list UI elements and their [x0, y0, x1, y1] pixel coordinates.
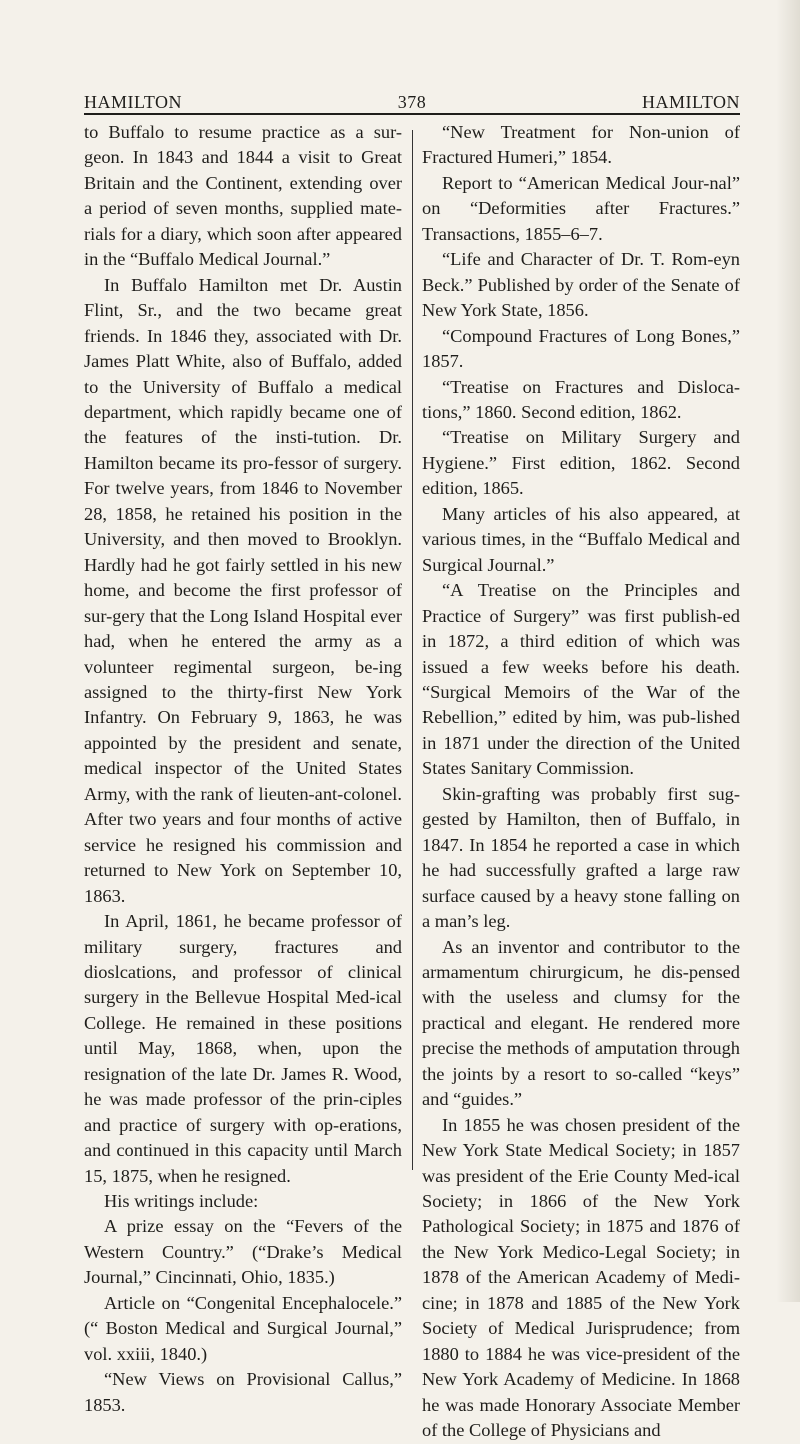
paragraph: Many articles of his also appeared, at various times, in the “Buffalo Medical and Surgical Journal.” [422, 503, 740, 575]
left-column [84, 120, 402, 1418]
paragraph: “Compound Fractures of Long Bones,” 1857. [422, 325, 740, 372]
right-column [422, 120, 740, 1444]
paragraph: In April, 1861, he became professor of military surgery, fractures and dioslcations, and professor of clinical surgery in the Bellevue Hospital Med-ical College. He remained in these positions until May, 1868, when, upon the resignation of the late Dr. James R. Wood, he was made professor of the prin-ciples and practice of surgery with op-erations, and continued in this capacity until March 15, 1875, when he resigned. [84, 911, 402, 1186]
paragraph: His writings include: [104, 1191, 259, 1212]
header-left-name: HAMILTON [84, 92, 183, 112]
paragraph: “Treatise on Military Surgery and Hygiene.” First edition, 1862. Second edition, 1865. [422, 427, 740, 499]
column-divider [412, 130, 413, 1170]
paragraph: “Life and Character of Dr. T. Rom-eyn Beck.” Published by order of the Senate of New York State, 1856. [422, 249, 740, 321]
header-right-name: HAMILTON [641, 92, 740, 112]
paragraph: “A Treatise on the Principles and Practice of Surgery” was first publish-ed in 1872, a third edition of which was issued a few weeks before his death. “Surgical Memoirs of the War of the Rebellion,” edited by him, was pub-lished in 1871 under the direction of the United States Sanitary Commission. [422, 580, 740, 779]
paragraph: A prize essay on the “Fevers of the Western Country.” (“Drake’s Medical Journal,” Cincinnati, Ohio, 1835.) [84, 1216, 402, 1288]
paragraph: As an inventor and contributor to the armamentum chirurgicum, he dis-pensed with the useless and clumsy for the practical and elegant. He rendered more precise the methods of amputation through the joints by a resort to so-called “keys” and “guides.” [422, 936, 740, 1110]
two-column-body [84, 120, 740, 1441]
paragraph: “New Views on Provisional Callus,” 1853. [84, 1369, 402, 1415]
header-rule [84, 113, 740, 115]
paragraph: In 1855 he was chosen president of the New York State Medical Society; in 1857 was president of the Erie County Med-ical Society; in 1866 of the New York Pathological Society; in 1875 and 1876 of the New York Medico-Legal Society; in 1878 of the American Academy of Medi-cine; in 1878 and 1885 of the New York Society of Medical Jurisprudence; from 1880 to 1884 he was vice-president of the New York Academy of Medicine. In 1868 he was made Honorary Associate Member of the College of Physicians and [422, 1114, 740, 1441]
page-number: 378 [397, 92, 427, 112]
paragraph: “Treatise on Fractures and Disloca-tions,” 1860. Second edition, 1862. [422, 376, 740, 422]
paragraph: “New Treatment for Non-union of Fractured Humeri,” 1854. [422, 122, 740, 168]
running-header [84, 92, 740, 120]
paragraph: Report to “American Medical Jour-nal” on “Deformities after Fractures.” Transactions, 1855–6–7. [422, 172, 740, 244]
paragraph: Skin-grafting was probably first sug-gested by Hamilton, then of Buffalo, in 1847. In 1854 he reported a case in which he had successfully grafted a large raw surface caused by a heavy stone falling on a man’s leg. [422, 783, 740, 932]
paragraph: In Buffalo Hamilton met Dr. Austin Flint, Sr., and the two became great friends. In 1846 they, associated with Dr. James Platt White, also of Buffalo, added to the University of Buffalo a medical department, which rapidly became one of the features of the insti-tution. Dr. Hamilton became its pro-fessor of surgery. For twelve years, from 1846 to November 28, 1858, he retained his position in the University, and then moved to Brooklyn. Hardly had he got fairly settled in his new home, and become the first professor of sur-gery that the Long Island Hospital ever had, when he entered the army as a volunteer regimental surgeon, be-ing assigned to the thirty-first New York Infantry. On February 9, 1863, he was appointed by the president and senate, medical inspector of the United States Army, with the rank of lieuten-ant-colonel. After two years and four months of active service he resigned his commission and returned to New York on September 10, 1863. [84, 274, 402, 906]
paragraph: to Buffalo to resume practice as a sur-geon. In 1843 and 1844 a visit to Great Britain and the Continent, extending over a period of seven months, supplied mate-rials for a diary, which soon after appeared in the “Buffalo Medical Journal.” [84, 122, 402, 270]
paragraph: Article on “Congenital Encephalocele.” (“ Boston Medical and Surgical Journal,” vol. xxiii, 1840.) [84, 1292, 402, 1364]
page-edge-shadow [776, 0, 800, 1302]
